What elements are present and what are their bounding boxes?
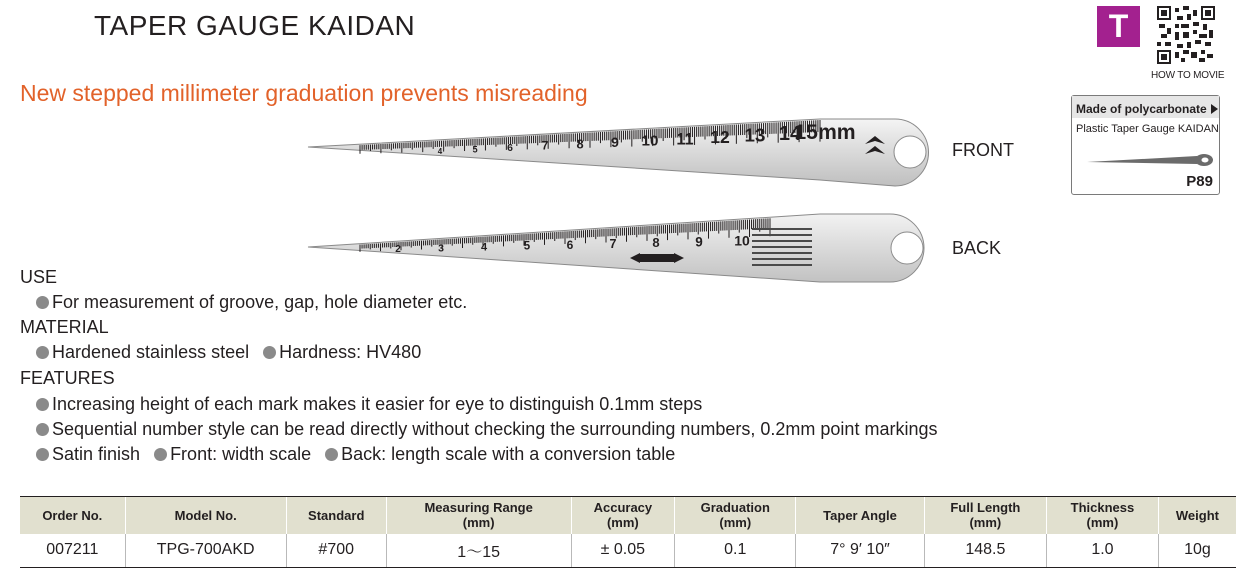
column-header: Thickness (mm) <box>1047 497 1159 534</box>
column-header: Standard <box>286 497 386 534</box>
table-row <box>20 534 1236 568</box>
scale-number: 14 <box>778 123 802 146</box>
bullet-item <box>263 342 421 363</box>
length-arrow-mark <box>630 253 684 263</box>
column-header: Accuracy (mm) <box>571 497 675 534</box>
table-cell: TPG-700AKD <box>125 534 286 568</box>
scale-number: 4 <box>480 241 488 254</box>
column-header: Weight <box>1158 497 1236 534</box>
bullet-text: Hardness: HV480 <box>279 342 422 362</box>
bullet-text: Increasing height of each mark makes it easier for eye to distinguish 0.1mm steps <box>52 394 703 414</box>
bullet-text: Sequential number style can be read directly without checking the surrounding numbers, 0.2mm point markings <box>52 419 938 439</box>
bullet-text: Back: length scale with a conversion table <box>341 444 676 464</box>
table-cell: 7° 9′ 10″ <box>796 534 924 568</box>
scale-number: 15mm <box>794 120 856 144</box>
use-heading: USE <box>20 267 58 287</box>
table-cell: #700 <box>286 534 386 568</box>
scale-number: 7 <box>541 139 549 153</box>
brand-badge: T <box>1097 6 1140 47</box>
material-line <box>36 342 435 364</box>
bullet-dot-icon <box>36 398 49 411</box>
table-cell: 1.0 <box>1047 534 1159 568</box>
scale-number: 4 <box>437 146 443 156</box>
scale-number: 3 <box>438 242 444 255</box>
reference-page-number: P89 <box>1186 173 1213 190</box>
bullet-item <box>325 444 675 465</box>
scale-number: 13 <box>744 124 766 146</box>
scale-number: 8 <box>576 136 584 152</box>
reference-product: Plastic Taper Gauge KAIDAN <box>1076 123 1219 135</box>
scale-number: 10 <box>734 232 750 249</box>
table-cell: ± 0.05 <box>571 534 675 568</box>
column-header: Measuring Range (mm) <box>386 497 571 534</box>
bullet-dot-icon <box>36 296 49 309</box>
table-cell: 10g <box>1158 534 1236 568</box>
features-heading: FEATURES <box>20 368 115 388</box>
use-line <box>36 292 481 314</box>
material-heading: MATERIAL <box>20 317 109 337</box>
features-line <box>36 419 951 441</box>
polycarbonate-reference-box[interactable] <box>1071 95 1220 195</box>
how-to-movie-label: HOW TO MOVIE <box>1151 70 1225 81</box>
bullet-item <box>36 444 140 465</box>
bullet-item <box>36 342 249 363</box>
bullet-item <box>154 444 311 465</box>
scale-number: 8 <box>652 235 660 251</box>
triangle-right-icon <box>1211 104 1218 114</box>
bullet-item <box>36 292 467 313</box>
bullet-text: Hardened stainless steel <box>52 342 250 362</box>
page-title: TAPER GAUGE KAIDAN <box>94 10 416 41</box>
bullet-item <box>36 394 702 415</box>
column-header: Taper Angle <box>796 497 924 534</box>
bullet-dot-icon <box>36 423 49 436</box>
back-gauge-image <box>300 210 950 286</box>
scale-number: 9 <box>695 234 703 250</box>
bullet-dot-icon <box>154 448 167 461</box>
back-label: BACK <box>952 238 1002 258</box>
column-header: Order No. <box>20 497 125 534</box>
scale-number: 7 <box>609 237 617 252</box>
bullet-text: Front: width scale <box>170 444 312 464</box>
bullet-item <box>36 419 937 440</box>
front-label: FRONT <box>952 140 1014 160</box>
scale-number: 6 <box>566 237 574 252</box>
scale-number: 5 <box>523 240 531 253</box>
bullet-text: Satin finish <box>52 444 141 464</box>
bullet-dot-icon <box>325 448 338 461</box>
scale-number: 12 <box>710 126 730 147</box>
bullet-dot-icon <box>36 448 49 461</box>
qr-code-icon[interactable] <box>1157 6 1215 64</box>
scale-number: 11 <box>676 130 694 149</box>
column-header: Model No. <box>125 497 286 534</box>
page-subtitle: New stepped millimeter graduation prevents misreading <box>20 80 588 106</box>
table-cell: 007211 <box>20 534 125 568</box>
scale-number: 10 <box>641 132 659 150</box>
scale-number: 2 <box>395 244 401 256</box>
bullet-dot-icon <box>263 346 276 359</box>
scale-number: 5 <box>472 144 478 155</box>
table-cell: 1〜15 <box>386 534 571 568</box>
bullet-text: For measurement of groove, gap, hole diameter etc. <box>52 292 468 312</box>
column-header: Full Length (mm) <box>924 497 1046 534</box>
plastic-gauge-thumbnail <box>1079 153 1217 169</box>
front-gauge-image <box>300 116 950 188</box>
column-header: Graduation (mm) <box>675 497 796 534</box>
features-line <box>36 444 689 466</box>
bullet-dot-icon <box>36 346 49 359</box>
reference-heading: Made of polycarbonate <box>1072 96 1219 118</box>
table-cell: 148.5 <box>924 534 1046 568</box>
scale-number: 9 <box>611 134 619 151</box>
features-line <box>36 394 716 416</box>
spec-table <box>20 496 1236 568</box>
scale-number: 6 <box>507 143 513 155</box>
table-cell: 0.1 <box>675 534 796 568</box>
